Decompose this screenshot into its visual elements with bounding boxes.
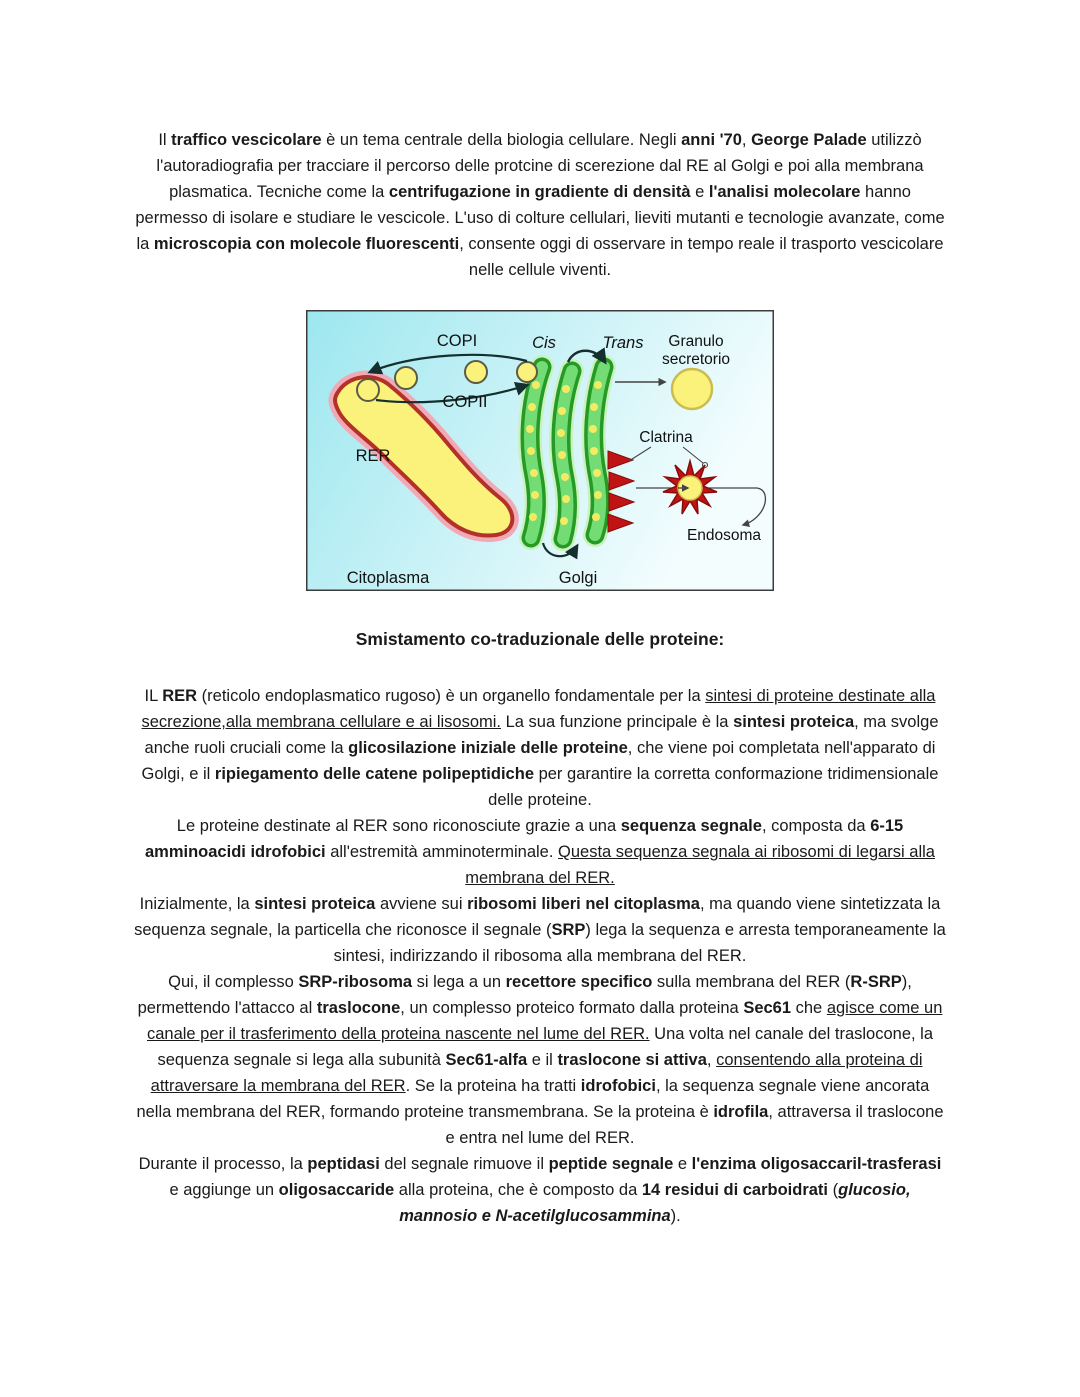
granule-label-line1: Granulo: [668, 333, 724, 350]
copii-label: COPII: [442, 393, 488, 411]
endosome-label: Endosoma: [686, 527, 762, 544]
trans-label: Trans: [602, 334, 644, 352]
cytoplasm-label: Citoplasma: [346, 569, 430, 587]
cis-label: Cis: [532, 334, 556, 352]
body-paragraph-peptidase: Durante il processo, la peptidasi del segnale rimuove il peptide segnale e l'enzima oligosaccaril-trasferasi e aggiunge un oligosaccaride alla proteina, che è composto da 14 residui di carboidrati (glucosio, mannosio e N-acetilglucosammina).: [138, 1155, 942, 1225]
rer-label: RER: [355, 447, 391, 465]
golgi-label: Golgi: [558, 569, 598, 587]
secretory-granule: [672, 369, 712, 409]
body-paragraph-rer: IL RER (reticolo endoplasmatico rugoso) è un organello fondamentale per la sintesi di proteine destinate alla secrezione,alla membrana cellulare e ai lisosomi. La sua funzione principale è la sintesi proteica, ma svolge anche ruoli cruciali come la glicosilazione iniziale delle proteine, che viene poi completata nell'apparato di Golgi, e il ripiegamento delle catene polipeptidiche per garantire la corretta conformazione tridimensionale delle proteine.: [141, 687, 939, 809]
diagram-figure: [306, 310, 774, 596]
body-paragraph-signal-sequence: Le proteine destinate al RER sono riconosciute grazie a una sequenza segnale, composta da 6-15 amminoacidi idrofobici all'estremità amminoterminale. Questa sequenza segnala ai ribosomi di legarsi alla membrana del RER.: [145, 817, 935, 887]
copi-label: COPI: [436, 332, 478, 350]
intro-paragraph: Il traffico vescicolare è un tema centrale della biologia cellulare. Negli anni '70, George Palade utilizzò l'autoradiografia per tracciare il percorso delle protcine di scerezione dal RE al Golgi e poi alla membrana plasmatica. Tecniche come la centrifugazione in gradiente di densità e l'analisi molecolare hanno permesso di isolare e studiare le vescicole. L'uso di colture cellulari, lieviti mutanti e tecnologie avanzate, come la microscopia con molecole fluorescenti, consente oggi di osservare in tempo reale il trasporto vescicolare nelle cellule viventi.: [135, 131, 945, 279]
clathrin-label: Clatrina: [639, 429, 693, 446]
document-page: [132, 0, 948, 1229]
section-heading: Smistamento co-traduzionale delle proteine:: [355, 629, 725, 649]
vesicular-traffic-diagram: [306, 310, 774, 591]
body-paragraph-translocon: Qui, il complesso SRP-ribosoma si lega a un recettore specifico sulla membrana del RER (R-SRP), permettendo l'attacco al traslocone, un complesso proteico formato dalla proteina Sec61 che agisce come un canale per il trasferimento della proteina nascente nel lume del RER. Una volta nel canale del traslocone, la sequenza segnale si lega alla subunità Sec61-alfa e il traslocone si attiva, consentendo alla proteina di attraversare la membrana del RER. Se la proteina ha tratti idrofobici, la sequenza segnale viene ancorata nella membrana del RER, formando proteine transmembrana. Se la proteina è idrofila, attraversa il traslocone e entra nel lume del RER.: [136, 973, 944, 1147]
body-text: [132, 683, 948, 1229]
body-paragraph-srp: Inizialmente, la sintesi proteica avviene sui ribosomi liberi nel citoplasma, ma quando viene sintetizzata la sequenza segnale, la particella che riconosce il segnale (SRP) lega la sequenza e arresta temporaneamente la sintesi, indirizzando il ribosoma alla membrana del RER.: [134, 895, 946, 965]
granule-label-line2: secretorio: [661, 351, 731, 368]
rer-budding-vesicle: [357, 379, 379, 401]
